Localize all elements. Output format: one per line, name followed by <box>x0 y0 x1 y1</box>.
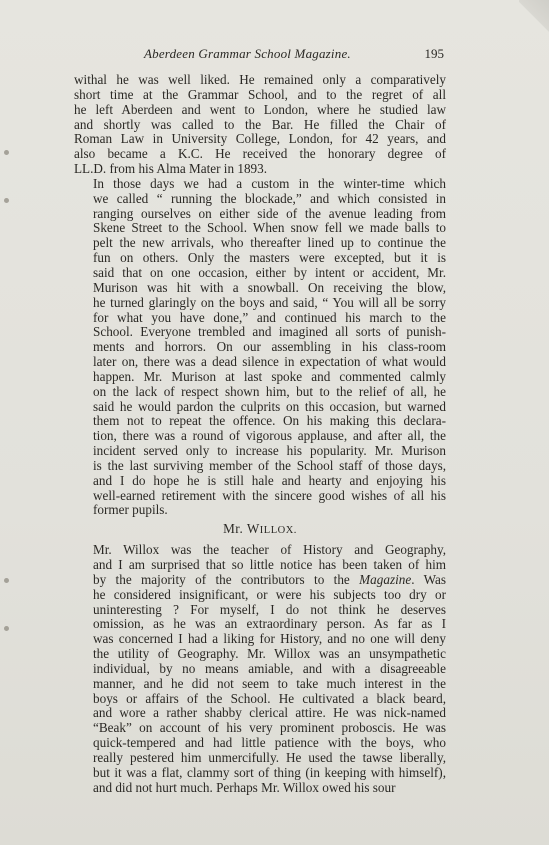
text-line: and wore a rather shabby clerical attire. He was nick-named <box>93 705 446 721</box>
text-line: quick-tempered and had little patience with the boys, who <box>93 735 446 751</box>
page-number: 195 <box>424 46 444 61</box>
text-line: manner, and he did not seem to take much interest in the <box>93 675 446 691</box>
text-line: but it was a flat, clammy sort of thing (in keeping with himself), <box>93 764 446 780</box>
text-line: said that on one occasion, either by intent or accident, Mr. <box>93 264 446 280</box>
text-line: happen. Mr. Murison at last spoke and commented calmly <box>93 368 446 384</box>
text-line: them not to repeat the offence. On his making this declara- <box>93 413 446 429</box>
text-line: uninteresting ? For myself, I do not think he deserves <box>93 601 446 617</box>
text-line: School. Everyone trembled and imagined all sorts of punish- <box>93 324 446 340</box>
margin-mark <box>4 198 9 203</box>
text-line: individual, by no means amiable, and with a disagreeable <box>93 660 446 676</box>
running-title: Aberdeen Grammar School Magazine. <box>144 46 351 61</box>
margin-mark <box>4 578 9 583</box>
margin-mark <box>4 626 9 631</box>
text-line: In those days we had a custom in the winter-time which <box>93 175 446 191</box>
text-line: we called “ running the blockade,” and which consisted in <box>93 190 446 206</box>
paragraph-1 <box>74 73 446 177</box>
text-line: for what you have done,” and continued his march to the <box>93 309 446 325</box>
text-line: was concerned I had a liking for History, and no one will deny <box>93 631 446 647</box>
text-line: Skene Street to the School. When snow fell we made balls to <box>93 220 446 236</box>
text-line: ments and horrors. On our assembling in his class-room <box>93 339 446 355</box>
text-line: really pestered him unmercifully. He used the tawse liberally, <box>93 749 446 765</box>
text-line: and I am surprised that so little notice has been taken of him <box>93 557 446 572</box>
text-line: Roman Law in University College, London, for 42 years, and <box>74 131 446 147</box>
body-text <box>74 73 446 796</box>
text-line: short time at the Grammar School, and to the regret of all <box>74 86 446 102</box>
text-line: “Beak” on account of his very prominent proboscis. He was <box>93 720 446 736</box>
text-line: and did not hurt much. Perhaps Mr. Willox owed his sour <box>93 779 396 795</box>
margin-mark <box>4 150 9 155</box>
text-line: former pupils. <box>93 502 168 518</box>
text-line: fun on others. Only the masters were excepted, but it is <box>93 250 446 266</box>
page-header <box>74 46 446 64</box>
text-line: is the last surviving member of the School staff of those days, <box>93 457 446 473</box>
text-line: tion, there was a round of vigorous applause, and after all, the <box>93 428 446 444</box>
text-line: well-earned retirement with the sincere good wishes of all his <box>93 487 446 503</box>
text-line: withal he was well liked. He remained only a comparatively <box>74 72 446 87</box>
text-line: incident served only to increase his popularity. Mr. Murison <box>93 443 446 459</box>
text-line: by the majority of the contributors to the Magazine. Was <box>93 571 446 587</box>
text-line: pelt the new arrivals, who thereafter lined up to continue the <box>93 235 446 251</box>
text-line: he considered insignificant, or were his subjects too dry or <box>93 586 446 602</box>
text-line: and I do hope he is still hale and hearty and enjoying his <box>93 472 446 488</box>
text-line: boys or affairs of the School. He cultivated a black beard, <box>93 690 446 706</box>
text-line: LL.D. from his Alma Mater in 1893. <box>74 161 268 177</box>
page-corner-fold <box>519 0 549 40</box>
text-line: he left Aberdeen and went to London, where he studied law <box>74 101 446 117</box>
text-line: said he would pardon the culprits on this occasion, but warned <box>93 398 446 414</box>
paragraph-2 <box>74 177 446 518</box>
section-heading: Mr. WILLOX. <box>223 521 297 537</box>
text-line: also became a K.C. He received the honorary degree of <box>74 146 446 162</box>
text-line: ranging ourselves on either side of the avenue leading from <box>93 205 446 221</box>
text-line: Mr. Willox was the teacher of History and Geography, <box>93 542 446 558</box>
text-line: he turned glaringly on the boys and said, “ You will all be sorry <box>93 294 446 310</box>
text-line: the utility of Geography. Mr. Willox was an unsympathetic <box>93 646 446 662</box>
text-line: omission, as he was an extraordinary person. As far as I <box>93 616 446 632</box>
text-line: and shortly was called to the Bar. He filled the Chair of <box>74 116 446 132</box>
paragraph-3 <box>74 543 446 795</box>
text-line: Murison was hit with a snowball. On receiving the blow, <box>93 279 446 295</box>
text-line: on the lack of respect shown him, but to the relief of all, he <box>93 383 446 399</box>
text-line: later on, there was a dead silence in expectation of what would <box>93 354 446 370</box>
